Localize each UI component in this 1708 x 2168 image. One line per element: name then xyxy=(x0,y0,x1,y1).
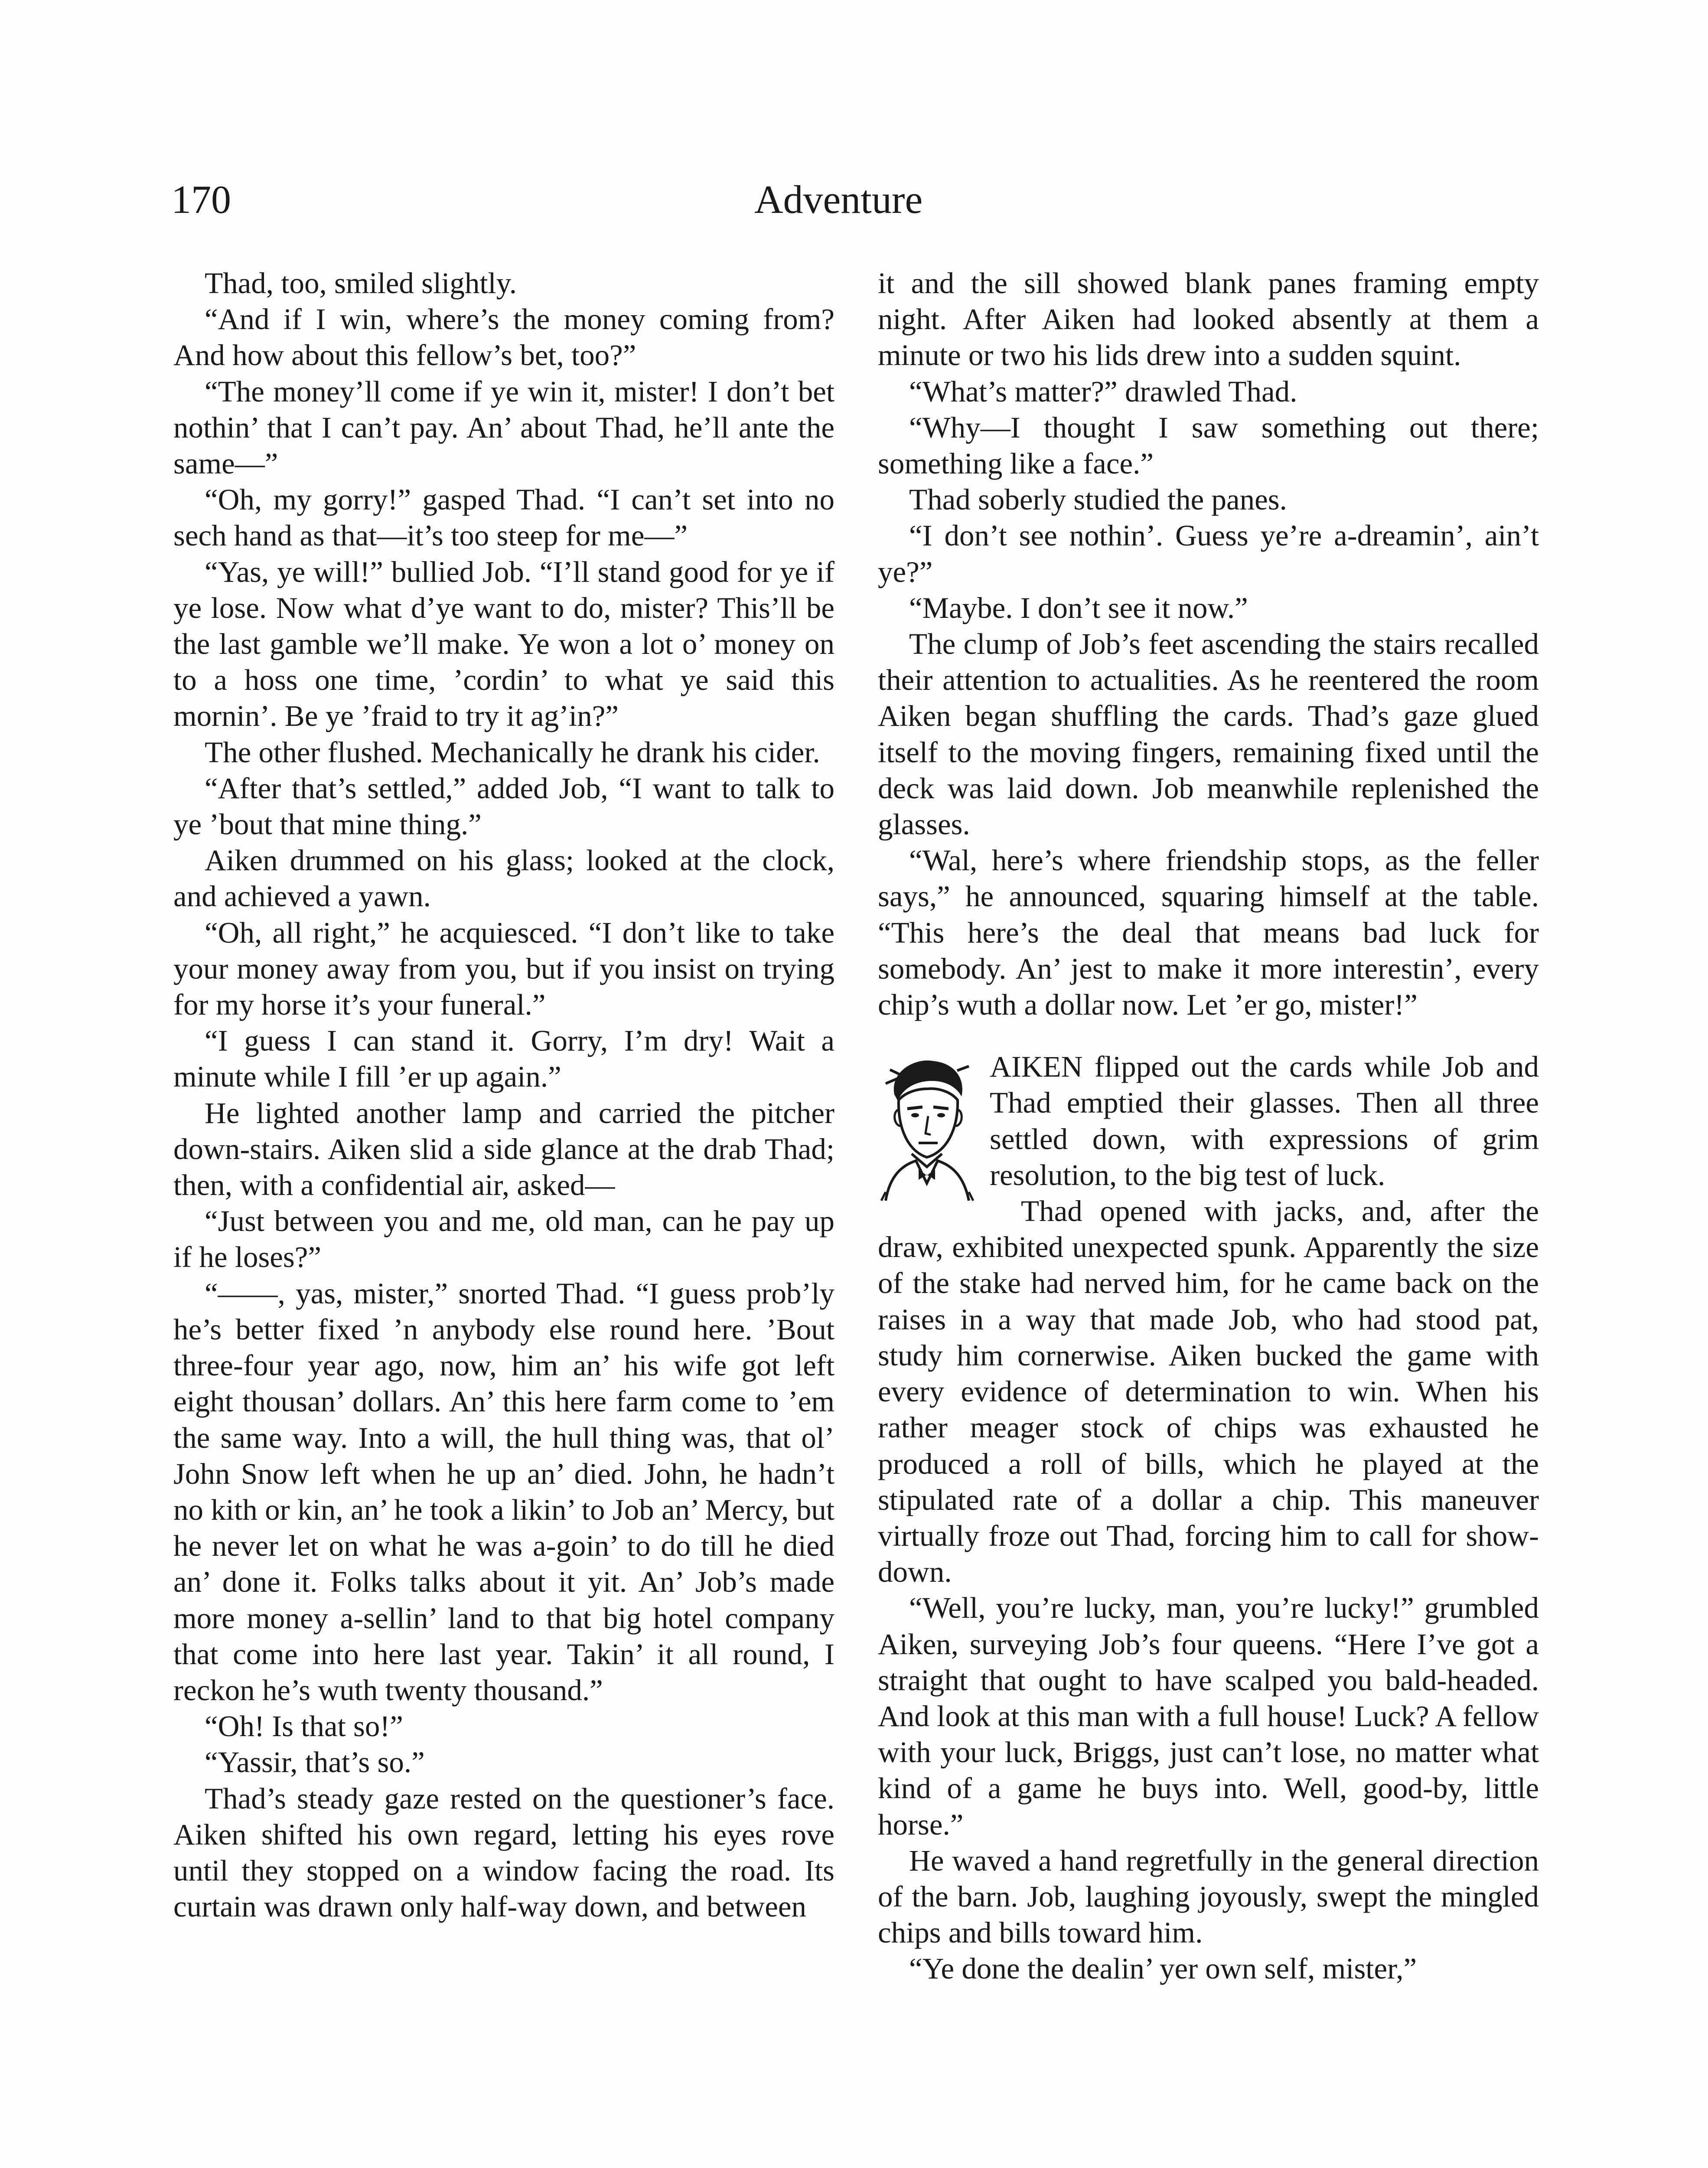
section-opening xyxy=(878,1049,1539,1193)
paragraph: “What’s matter?” drawled Thad. xyxy=(909,375,1297,408)
running-title: Adventure xyxy=(754,177,923,222)
paragraph: “——, yas, mister,” snorted Thad. “I guess prob’ly he’s better fixed ’n anybody else round here. ’Bout three-four year ago, now, him an’ his wife got left eight thousan’ dollars. An’ this here farm come to ’em the same way. Into a will, the hull thing was, that ol’ John Snow left when he up an’ died. John, he hadn’t no kith or kin, an’ he took a likin’ to Job an’ Mercy, but he never let on what he was a-goin’ to do till he died an’ done it. Folks talks about it yit. An’ Job’s made more money a-sellin’ land to that big hotel company that come into here last year. Takin’ it all round, I reckon he’s wuth twenty thousand.” xyxy=(173,1277,834,1707)
paragraph: “Yas, ye will!” bullied Job. “I’ll stand good for ye if ye lose. Now what d’ye want to do, mister? This’ll be the last gamble we’ll make. Ye won a lot o’ money on to a hoss one time, ’cordin’ to what ye said this mornin’. Be ye ’fraid to try it ag’in?” xyxy=(173,555,834,733)
paragraph: Thad, too, smiled slightly. xyxy=(205,267,517,300)
paragraph: “Oh, all right,” he acquiesced. “I don’t like to take your money away from you, but if you insist on trying for my horse it’s your funeral.” xyxy=(173,916,834,1022)
paragraph: “Maybe. I don’t see it now.” xyxy=(909,591,1248,624)
right-column xyxy=(878,265,1539,1987)
paragraph: “Well, you’re lucky, man, you’re lucky!” grumbled Aiken, surveying Job’s four queens. “Here I’ve got a straight that ought to have scalped you bald-headed. And look at this man with a full house! Luck? A fellow with your luck, Briggs, just can’t lose, no matter what kind of a game he buys into. Well, good-by, little horse.” xyxy=(878,1591,1539,1841)
section-break xyxy=(878,1023,1539,1049)
paragraph: “Ye done the dealin’ yer own self, mister,” xyxy=(909,1952,1417,1985)
paragraph-continued: it and the sill showed blank panes framing empty night. After Aiken had looked absently at them a minute or two his lids drew into a sudden squint. xyxy=(878,267,1539,372)
paragraph: “I guess I can stand it. Gorry, I’m dry! Wait a minute while I fill ’er up again.” xyxy=(173,1024,834,1094)
paragraph: “Wal, here’s where friendship stops, as the feller says,” he announced, squaring himself at the table. “This here’s the deal that means bad luck for somebody. An’ jest to make it more interestin’, every chip’s wuth a dollar now. Let ’er go, mister!” xyxy=(878,844,1539,1022)
paragraph: “The money’ll come if ye win it, mister! I don’t bet nothin’ that I can’t pay. An’ about Thad, he’ll ante the same—” xyxy=(173,375,834,480)
paragraph: “After that’s settled,” added Job, “I want to talk to ye ’bout that mine thing.” xyxy=(173,771,834,841)
page-header xyxy=(0,173,1708,225)
paragraph: “Why—I thought I saw something out there; something like a face.” xyxy=(878,411,1539,480)
paragraph: The other flushed. Mechanically he drank his cider. xyxy=(205,735,820,769)
paragraph: He lighted another lamp and carried the pitcher down-stairs. Aiken slid a side glance at the drab Thad; then, with a confidential air, asked— xyxy=(173,1096,834,1202)
paragraph: Thad soberly studied the panes. xyxy=(909,483,1287,516)
paragraph: “Yassir, that’s so.” xyxy=(205,1746,425,1779)
left-column xyxy=(173,265,834,1925)
paragraph: “And if I win, where’s the money coming from? And how about this fellow’s bet, too?” xyxy=(173,303,834,372)
paragraph: “Just between you and me, old man, can he pay up if he loses?” xyxy=(173,1205,834,1274)
paragraph: Aiken drummed on his glass; looked at the clock, and achieved a yawn. xyxy=(173,844,834,913)
man-portrait-icon xyxy=(877,1053,978,1203)
paragraph: “Oh! Is that so!” xyxy=(205,1710,403,1743)
paragraph: Thad opened with jacks, and, after the draw, exhibited unexpected spunk. Apparently the size of the stake had nerved him, for he came back on the raises in a way that made Job, who had stood pat, study him cornerwise. Aiken bucked the game with every evidence of determination to win. When his rather meager stock of chips was exhausted he produced a roll of bills, which he played at the stipulated rate of a dollar a chip. This maneuver virtually froze out Thad, forcing him to call for show-down. xyxy=(878,1195,1539,1589)
paragraph: “Oh, my gorry!” gasped Thad. “I can’t set into no sech hand as that—it’s too steep for me—” xyxy=(173,483,834,552)
paragraph: “I don’t see nothin’. Guess ye’re a-dreamin’, ain’t ye?” xyxy=(878,519,1539,588)
page-number: 170 xyxy=(171,177,231,222)
paragraph: The clump of Job’s feet ascending the stairs recalled their attention to actualities. As he reentered the room Aiken began shuffling the cards. Thad’s gaze glued itself to the moving fingers, remaining fixed until the deck was laid down. Job meanwhile replenished the glasses. xyxy=(878,627,1539,841)
paragraph: Thad’s steady gaze rested on the questioner’s face. Aiken shifted his own regard, letting his eyes rove until they stopped on a window facing the road. Its curtain was drawn only half-way down, and between xyxy=(173,1782,834,1923)
section-opening-text: AIKEN flipped out the cards while Job and Thad emptied their glasses. Then all three settled down, with expressions of grim resolution, to the big test of luck. xyxy=(990,1050,1539,1192)
paragraph: He waved a hand regretfully in the general direction of the barn. Job, laughing joyously, swept the mingled chips and bills toward him. xyxy=(878,1844,1539,1949)
